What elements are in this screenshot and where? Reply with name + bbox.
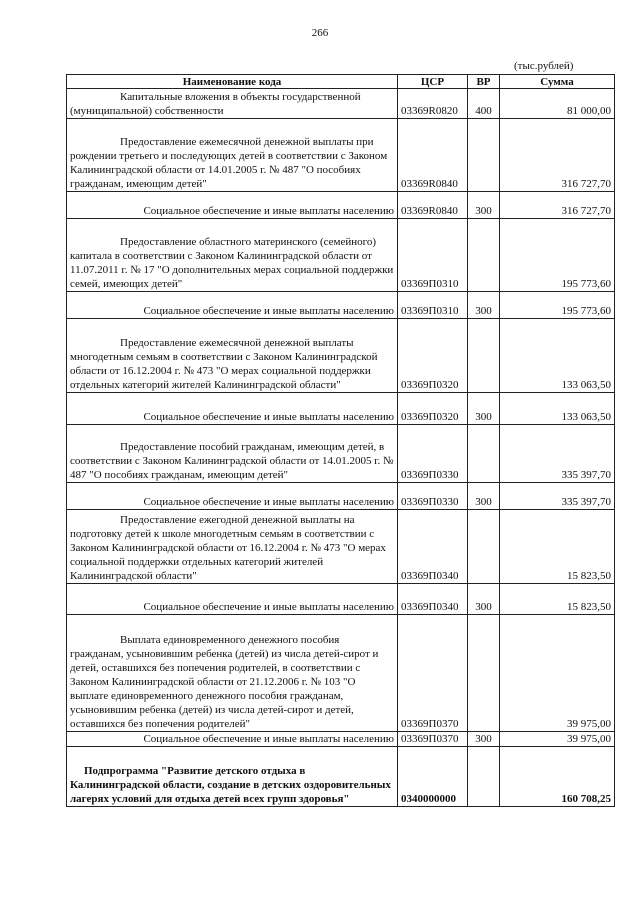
- row-vr: [468, 510, 500, 584]
- table-row: [67, 425, 615, 483]
- row-csr: 03369П0340: [398, 584, 468, 615]
- row-vr: 300: [468, 393, 500, 425]
- table-row: [67, 219, 615, 292]
- table-row: [67, 192, 615, 219]
- row-csr: 03369R0840: [398, 192, 468, 219]
- row-csr: 03369П0340: [398, 510, 468, 584]
- budget-table: [66, 74, 615, 807]
- row-name: Предоставление пособий гражданам, имеющим детей, в соответствии с Законом Калининградской области от 14.01.2005 г. № 487 "О пособиях гражданам, имеющим детей": [67, 425, 398, 483]
- row-sum: 316 727,70: [500, 192, 615, 219]
- row-vr: 300: [468, 483, 500, 510]
- table-row: [67, 615, 615, 732]
- row-vr: [468, 425, 500, 483]
- header-vr: ВР: [468, 75, 500, 89]
- table-row: [67, 393, 615, 425]
- row-name: Предоставление ежемесячной денежной выплаты при рождении третьего и последующих детей в соответствии с Законом Калининградской области от 14.01.2005 г. № 487 "О пособиях гражданам, имеющим детей": [67, 119, 398, 192]
- table-row: [67, 119, 615, 192]
- row-csr: 03369П0370: [398, 732, 468, 747]
- row-name: Социальное обеспечение и иные выплаты населению: [67, 483, 398, 510]
- row-sum: 160 708,25: [500, 747, 615, 807]
- row-sum: 195 773,60: [500, 292, 615, 319]
- unit-note: (тыс.рублей): [514, 60, 574, 72]
- table-row: [67, 584, 615, 615]
- row-vr: [468, 615, 500, 732]
- row-csr: 03369П0310: [398, 219, 468, 292]
- row-csr: 03369П0310: [398, 292, 468, 319]
- table-row: [67, 89, 615, 119]
- row-name: Подпрограмма "Развитие детского отдыха в Калининградской области, создание в детских оздоровительных лагерях условий для отдыха детей всех групп здоровья": [67, 747, 398, 807]
- row-sum: 133 063,50: [500, 393, 615, 425]
- table-row: [67, 483, 615, 510]
- row-vr: 300: [468, 584, 500, 615]
- row-sum: 195 773,60: [500, 219, 615, 292]
- row-name: Социальное обеспечение и иные выплаты населению: [67, 292, 398, 319]
- row-sum: 15 823,50: [500, 584, 615, 615]
- row-sum: 15 823,50: [500, 510, 615, 584]
- header-csr: ЦСР: [398, 75, 468, 89]
- row-vr: [468, 119, 500, 192]
- row-csr: 03369П0320: [398, 319, 468, 393]
- table-row: [67, 292, 615, 319]
- row-csr: 03369П0330: [398, 483, 468, 510]
- row-sum: 39 975,00: [500, 615, 615, 732]
- row-csr: 03369П0320: [398, 393, 468, 425]
- row-name: Социальное обеспечение и иные выплаты населению: [67, 584, 398, 615]
- row-sum: 335 397,70: [500, 425, 615, 483]
- row-name: Выплата единовременного денежного пособия гражданам, усыновившим ребенка (детей) из числа детей-сирот и детей, оставшихся без попечения родителей, в соответствии с Законом Калининградской области от 21.12.2006 г. № 103 "О выплате единовременного денежного пособия гражданам, усыновившим ребенка (детей) из числа детей-сирот и детей, оставшихся без попечения родителей": [67, 615, 398, 732]
- row-name: Социальное обеспечение и иные выплаты населению: [67, 393, 398, 425]
- row-vr: [468, 747, 500, 807]
- row-sum: 81 000,00: [500, 89, 615, 119]
- row-vr: [468, 319, 500, 393]
- row-vr: 300: [468, 732, 500, 747]
- row-name: Капитальные вложения в объекты государственной (муниципальной) собственности: [67, 89, 398, 119]
- table-row-subprogram: [67, 747, 615, 807]
- row-csr: 03369R0820: [398, 89, 468, 119]
- row-sum: 335 397,70: [500, 483, 615, 510]
- page-number: 266: [311, 27, 329, 39]
- table-row: [67, 732, 615, 747]
- row-name: Предоставление ежемесячной денежной выплаты многодетным семьям в соответствии с Законом Калининградской области от 16.12.2004 г. № 473 "О мерах социальной поддержки отдельных категорий жителей Калининградской области": [67, 319, 398, 393]
- row-name: Социальное обеспечение и иные выплаты населению: [67, 732, 398, 747]
- row-vr: 400: [468, 89, 500, 119]
- row-vr: 300: [468, 192, 500, 219]
- table-row: [67, 319, 615, 393]
- row-name: Предоставление ежегодной денежной выплаты на подготовку детей к школе многодетным семьям в соответствии с Законом Калининградской области от 16.12.2004 г. № 473 "О мерах социальной поддержки отдельных категорий жителей Калининградской области": [67, 510, 398, 584]
- row-name: Социальное обеспечение и иные выплаты населению: [67, 192, 398, 219]
- row-sum: 133 063,50: [500, 319, 615, 393]
- table-row: [67, 510, 615, 584]
- row-csr: 0340000000: [398, 747, 468, 807]
- header-sum: Сумма: [500, 75, 615, 89]
- row-vr: [468, 219, 500, 292]
- table-header-row: [67, 75, 615, 89]
- row-vr: 300: [468, 292, 500, 319]
- header-name: Наименование кода: [67, 75, 398, 89]
- row-csr: 03369П0330: [398, 425, 468, 483]
- row-name: Предоставление областного материнского (семейного) капитала в соответствии с Законом Калининградской области от 11.07.2011 г. № 17 "О дополнительных мерах социальной поддержки семей, имеющих детей": [67, 219, 398, 292]
- row-csr: 03369R0840: [398, 119, 468, 192]
- row-sum: 39 975,00: [500, 732, 615, 747]
- row-sum: 316 727,70: [500, 119, 615, 192]
- row-csr: 03369П0370: [398, 615, 468, 732]
